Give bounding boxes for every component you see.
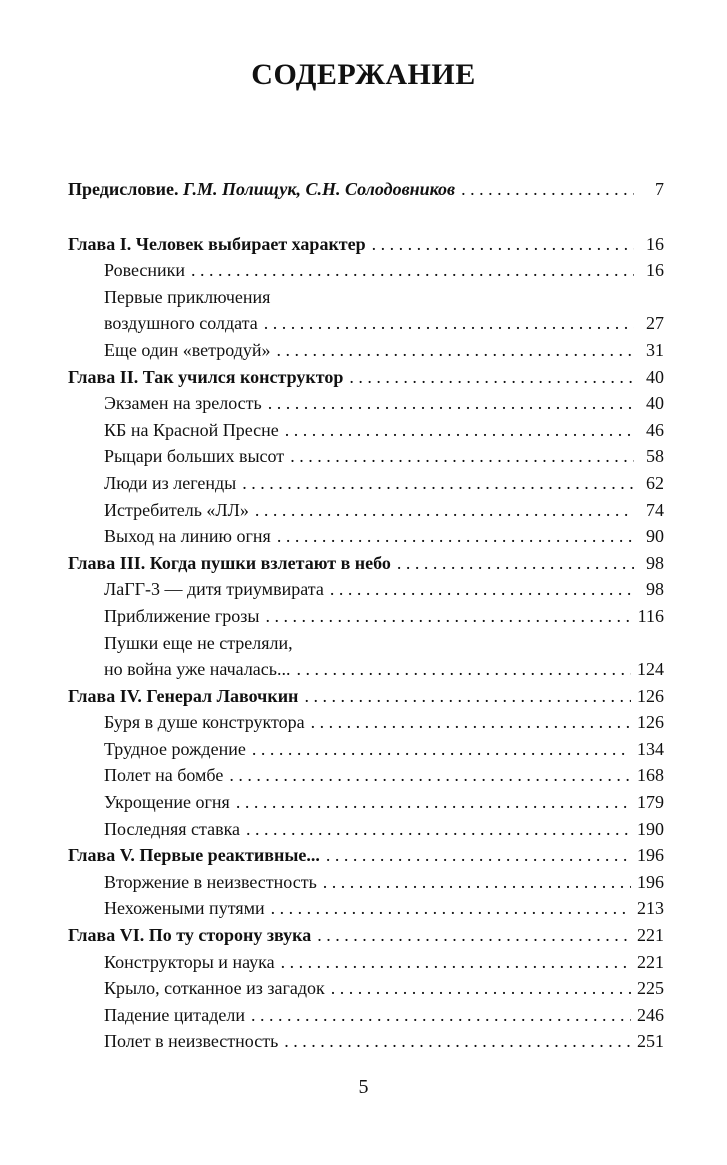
toc-entry-label (68, 176, 455, 203)
toc-entry-page: 251 (637, 1031, 664, 1052)
toc-entry-page: 62 (646, 472, 664, 493)
toc-entry-label: Глава II. Так учился конструктор (68, 366, 344, 387)
toc-section (68, 975, 664, 1002)
leader-dots (323, 869, 631, 896)
toc-entry-label: Экзамен на зрелость (104, 393, 262, 414)
leader-dots (242, 470, 634, 497)
leader-dots (349, 364, 634, 391)
toc-section (68, 417, 664, 444)
toc-section (68, 949, 664, 976)
toc-entry-page: 116 (637, 605, 664, 626)
leader-dots (277, 523, 634, 550)
toc-entry-label: Истребитель «ЛЛ» (104, 499, 249, 520)
toc-section (68, 497, 664, 524)
toc-entries (68, 231, 664, 1055)
toc-entry-label: Пушки еще не стреляли, (104, 632, 293, 653)
toc-section (68, 390, 664, 417)
toc-section (68, 523, 664, 550)
toc-entry-page: 98 (646, 552, 664, 573)
toc-entry-label: но война уже началась... (104, 659, 291, 680)
toc-section (68, 630, 664, 657)
toc-section (68, 337, 664, 364)
leader-dots (191, 257, 634, 284)
toc-section (68, 895, 664, 922)
toc-section (68, 1028, 664, 1055)
toc-entry-label: Последняя ставка (104, 818, 241, 839)
toc-entry-label: Укрощение огня (104, 792, 230, 813)
leader-dots (236, 789, 631, 816)
toc-section (68, 284, 664, 311)
toc-chapter (68, 231, 664, 258)
toc-entry-page: 190 (637, 818, 664, 839)
page-title: СОДЕРЖАНИЕ (251, 58, 476, 91)
leader-dots (290, 443, 634, 470)
toc-entry-label: Глава V. Первые реактивные... (68, 845, 320, 866)
toc-entry-label: Первые приключения (104, 286, 271, 307)
leader-dots (304, 683, 631, 710)
toc-entry-page: 225 (637, 978, 664, 999)
toc-entry-page: 221 (637, 951, 664, 972)
toc-section (68, 709, 664, 736)
leader-dots (229, 762, 631, 789)
leader-dots (331, 975, 631, 1002)
preface-label: Предисловие. (68, 179, 179, 199)
toc-chapter (68, 683, 664, 710)
toc-entry-preface (68, 176, 664, 203)
toc-entry-page: 196 (637, 845, 664, 866)
table-of-contents (68, 176, 664, 1055)
leader-dots (281, 949, 631, 976)
toc-section (68, 762, 664, 789)
toc-chapter (68, 842, 664, 869)
toc-chapter (68, 922, 664, 949)
toc-entry-page: 58 (646, 446, 664, 467)
toc-entry-page: 27 (646, 313, 664, 334)
toc-entry-label: Глава IV. Генерал Лавочкин (68, 685, 299, 706)
leader-dots (264, 310, 634, 337)
toc-entry-page: 31 (646, 339, 664, 360)
leader-dots (317, 922, 631, 949)
leader-dots (266, 603, 632, 630)
toc-entry-page: 126 (637, 685, 664, 706)
toc-entry-page: 46 (646, 419, 664, 440)
toc-entry-page: 168 (637, 765, 664, 786)
toc-entry-page: 213 (637, 898, 664, 919)
leader-dots (297, 656, 632, 683)
page-number: 5 (358, 1076, 369, 1098)
toc-section (68, 1002, 664, 1029)
toc-entry-page: 134 (637, 738, 664, 759)
toc-section (68, 816, 664, 843)
toc-section (68, 789, 664, 816)
toc-entry-label: Глава VI. По ту сторону звука (68, 925, 312, 946)
leader-dots (252, 736, 631, 763)
leader-dots (461, 176, 634, 203)
toc-section (68, 603, 664, 630)
toc-entry-label: Конструкторы и наука (104, 951, 275, 972)
leader-dots (284, 1028, 631, 1055)
toc-entry-label: ЛаГГ-3 — дитя триумвирата (104, 579, 324, 600)
toc-entry-page: 40 (646, 393, 664, 414)
leader-dots (311, 709, 631, 736)
leader-dots (372, 231, 634, 258)
toc-entry-label: КБ на Красной Пресне (104, 419, 279, 440)
toc-entry-label: Вторжение в неизвестность (104, 871, 317, 892)
toc-entry-label: Выход на линию огня (104, 526, 271, 547)
toc-entry-label: Нехожеными путями (104, 898, 265, 919)
leader-dots (326, 842, 631, 869)
toc-entry-page: 16 (646, 260, 664, 281)
toc-entry-label: Люди из легенды (104, 472, 237, 493)
leader-dots (397, 550, 634, 577)
toc-entry-page: 124 (637, 659, 664, 680)
toc-entry-label: Трудное рождение (104, 738, 246, 759)
toc-section (68, 869, 664, 896)
toc-entry-label: Буря в душе конструктора (104, 712, 305, 733)
toc-entry-label: Полет на бомбе (104, 765, 224, 786)
toc-section (68, 656, 664, 683)
leader-dots (246, 816, 631, 843)
toc-entry-page: 179 (637, 792, 664, 813)
toc-entry-label: Глава I. Человек выбирает характер (68, 233, 366, 254)
toc-entry-label: Полет в неизвестность (104, 1031, 279, 1052)
leader-dots (285, 417, 634, 444)
toc-chapter (68, 364, 664, 391)
toc-section (68, 470, 664, 497)
toc-chapter (68, 550, 664, 577)
leader-dots (271, 895, 631, 922)
toc-section (68, 310, 664, 337)
toc-entry-page: 221 (637, 925, 664, 946)
leader-dots (255, 497, 634, 524)
toc-entry-label: Падение цитадели (104, 1004, 245, 1025)
leader-dots (277, 337, 635, 364)
toc-entry-page: 7 (655, 179, 664, 199)
leader-dots (330, 576, 634, 603)
toc-entry-page: 90 (646, 526, 664, 547)
toc-section (68, 443, 664, 470)
toc-entry-label: Ровесники (104, 260, 186, 281)
toc-entry-label: Еще один «ветродуй» (104, 339, 271, 360)
toc-section (68, 257, 664, 284)
toc-entry-page: 246 (637, 1004, 664, 1025)
toc-section (68, 736, 664, 763)
toc-entry-page: 40 (646, 366, 664, 387)
toc-entry-label: Приближение грозы (104, 605, 260, 626)
toc-entry-label: Рыцари больших высот (104, 446, 285, 467)
toc-entry-page: 16 (646, 233, 664, 254)
toc-entry-label: Крыло, сотканное из загадок (104, 978, 325, 999)
preface-authors: Г.М. Полищук, С.Н. Солодовников (182, 179, 456, 199)
leader-dots (251, 1002, 631, 1029)
toc-entry-label: воздушного солдата (104, 313, 258, 334)
toc-entry-page: 98 (646, 579, 664, 600)
toc-entry-label: Глава III. Когда пушки взлетают в небо (68, 552, 391, 573)
toc-entry-page: 74 (646, 499, 664, 520)
leader-dots (268, 390, 634, 417)
toc-section (68, 576, 664, 603)
toc-entry-page: 196 (637, 871, 664, 892)
toc-entry-page: 126 (637, 712, 664, 733)
